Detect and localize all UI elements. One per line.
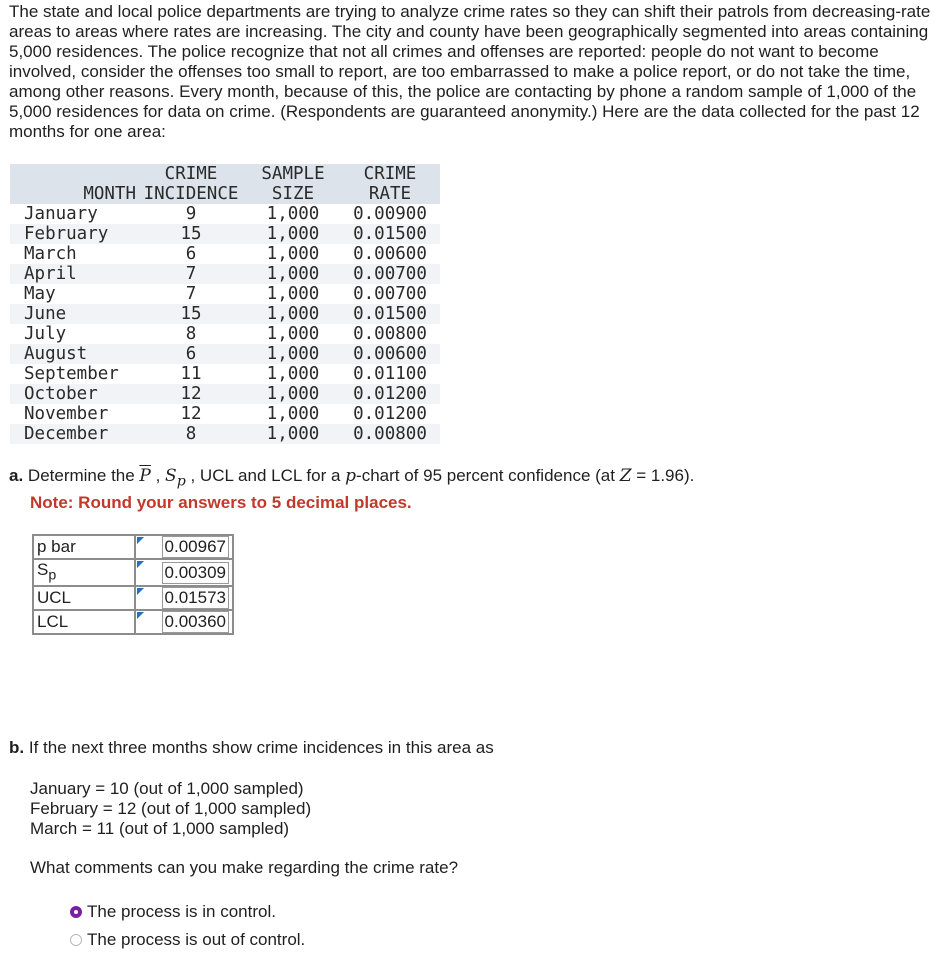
answer-row [33, 559, 233, 586]
answer-value[interactable]: 0.01573 [162, 587, 229, 609]
part-a-question [9, 465, 694, 513]
table-row [10, 384, 440, 404]
table-row [10, 264, 440, 284]
cell-crime-rate: 0.00600 [340, 344, 440, 364]
cell-sample-size: 1,000 [266, 284, 320, 304]
rounding-note: Note: Round your answers to 5 decimal places. [30, 493, 412, 513]
problem-intro: The state and local police departments are trying to analyze crime rates so they can shift their patrols from decreasing-rate areas to areas where rates are increasing. The city and county have been geographically segmented into areas containing 5,000 residences. The police recognize that not all crimes and offenses are reported: people do not want to become involved, consider the offenses too small to report, are too embarrassed to make a police report, or do not take the time, among other reasons. Every month, because of this, the police are contacting by phone a random sample of 1,000 of the 5,000 residences for data on crime. (Respondents are guaranteed anonymity.) Here are the data collected for the past 12 months for one area: [9, 2, 931, 141]
cell-sample-size: 1,000 [266, 204, 320, 224]
answer-label [33, 559, 135, 586]
cell-month: December [10, 424, 136, 444]
answer-value-field[interactable] [135, 535, 233, 559]
sp-s: S [165, 466, 177, 486]
answer-row [33, 535, 233, 559]
header-incidence-bottom: INCIDENCE [136, 184, 246, 204]
table-row [10, 224, 440, 244]
answer-table [32, 534, 234, 635]
field-corner-icon [137, 537, 144, 544]
cell-sample-size: 1,000 [246, 224, 340, 244]
cell-incidence: 11 [180, 364, 202, 384]
cell-incidence: 12 [180, 404, 202, 424]
header-incidence-top: CRIME [136, 164, 246, 184]
answer-row [33, 610, 233, 634]
cell-incidence: 15 [136, 304, 246, 324]
field-corner-icon [137, 588, 144, 595]
cell-month: June [10, 304, 136, 324]
cell-crime-rate: 0.00600 [353, 244, 427, 264]
part-a-text: Determine the [27, 466, 140, 485]
answer-row [33, 586, 233, 610]
header-size-top: SAMPLE [246, 164, 340, 184]
part-b-letter: b. [9, 738, 25, 757]
header-rate-top: CRIME [340, 164, 440, 184]
answer-value[interactable]: 0.00360 [162, 611, 229, 633]
cell-incidence: 15 [136, 224, 246, 244]
header-month [10, 164, 136, 184]
option-label: The process is in control. [87, 902, 276, 921]
cell-month: September [24, 364, 119, 384]
answer-value[interactable]: 0.00309 [162, 562, 229, 584]
answer-label: UCL [33, 586, 135, 610]
option-out-of-control[interactable] [70, 926, 305, 954]
cell-sample-size: 1,000 [266, 324, 320, 344]
part-a-text: , [150, 466, 166, 485]
cell-crime-rate: 0.01200 [353, 404, 427, 424]
p-chart-symbol: p [345, 466, 357, 486]
cell-sample-size: 1,000 [246, 264, 340, 284]
cell-crime-rate: 0.01200 [340, 384, 440, 404]
next-month-item: February = 12 (out of 1,000 sampled) [30, 799, 312, 818]
answer-value[interactable]: 0.00967 [162, 536, 229, 558]
cell-month: November [24, 404, 109, 424]
table-row [10, 204, 440, 224]
table-row [10, 344, 440, 364]
table-row [10, 324, 440, 344]
cell-sample-size: 1,000 [246, 424, 340, 444]
z-symbol: Z [619, 466, 632, 486]
cell-crime-rate: 0.01500 [340, 304, 440, 324]
next-month-item: March = 11 (out of 1,000 sampled) [30, 819, 290, 838]
next-month-item: January = 10 (out of 1,000 sampled) [30, 779, 304, 798]
cell-incidence: 12 [136, 384, 246, 404]
answer-options [70, 898, 305, 954]
cell-sample-size: 1,000 [266, 404, 320, 424]
cell-incidence: 9 [185, 204, 197, 224]
header-rate-bottom: RATE [340, 184, 440, 204]
part-a-text: = 1.96). [631, 466, 695, 485]
cell-crime-rate: 0.00700 [353, 284, 427, 304]
cell-sample-size: 1,000 [246, 344, 340, 364]
part-b-question [9, 738, 494, 758]
table-row [10, 244, 440, 264]
cell-incidence: 8 [185, 324, 197, 344]
cell-month: April [10, 264, 136, 284]
cell-incidence: 7 [136, 264, 246, 284]
cell-month: May [24, 284, 56, 304]
cell-crime-rate: 0.00800 [353, 324, 427, 344]
header-size-bottom: SIZE [246, 184, 340, 204]
answer-value-field[interactable] [135, 586, 233, 610]
cell-month: August [10, 344, 136, 364]
table-row [10, 404, 440, 424]
crime-data-table [10, 164, 440, 444]
answer-value-field[interactable] [135, 559, 233, 586]
part-a-text: , UCL and LCL for a [185, 466, 346, 485]
cell-sample-size: 1,000 [266, 244, 320, 264]
cell-month: March [24, 244, 77, 264]
cell-sample-size: 1,000 [266, 364, 320, 384]
cell-month: February [10, 224, 136, 244]
next-months-list [30, 779, 311, 839]
p-bar-symbol: $\overline{P}$ [139, 466, 151, 486]
answer-label: p bar [33, 535, 135, 559]
table-row [10, 304, 440, 324]
table-row [10, 284, 440, 304]
option-label: The process is out of control. [87, 930, 306, 949]
cell-sample-size: 1,000 [246, 384, 340, 404]
cell-incidence: 6 [185, 244, 197, 264]
cell-incidence: 7 [185, 284, 197, 304]
radio-selected-icon[interactable] [70, 906, 82, 918]
sp-symbol [165, 466, 186, 490]
part-a-text: -chart of 95 percent confidence (at [356, 466, 620, 485]
field-corner-icon [137, 612, 144, 619]
cell-crime-rate: 0.01500 [340, 224, 440, 244]
cell-crime-rate: 0.01100 [353, 364, 427, 384]
part-a-letter: a. [9, 466, 24, 485]
cell-crime-rate: 0.00800 [340, 424, 440, 444]
table-row [10, 364, 440, 384]
answer-value-field[interactable] [135, 610, 233, 634]
cell-month: July [24, 324, 67, 344]
table-row [10, 424, 440, 444]
cell-crime-rate: 0.00900 [353, 204, 427, 224]
answer-label: LCL [33, 610, 135, 634]
cell-crime-rate: 0.00700 [340, 264, 440, 284]
header-month-label: MONTH [10, 184, 136, 204]
radio-empty-icon[interactable] [70, 934, 82, 946]
field-corner-icon [137, 561, 144, 568]
sp-sub: p [176, 473, 186, 490]
cell-sample-size: 1,000 [246, 304, 340, 324]
crime-rate-question: What comments can you make regarding the crime rate? [30, 858, 459, 877]
part-b-text: If the next three months show crime incidences in this area as [28, 738, 494, 757]
sp-sub: p [48, 567, 57, 584]
cell-month: October [10, 384, 136, 404]
cell-incidence: 8 [136, 424, 246, 444]
option-in-control[interactable] [70, 898, 305, 926]
cell-incidence: 6 [136, 344, 246, 364]
cell-month: January [24, 204, 98, 224]
sp-s: S [37, 560, 49, 579]
